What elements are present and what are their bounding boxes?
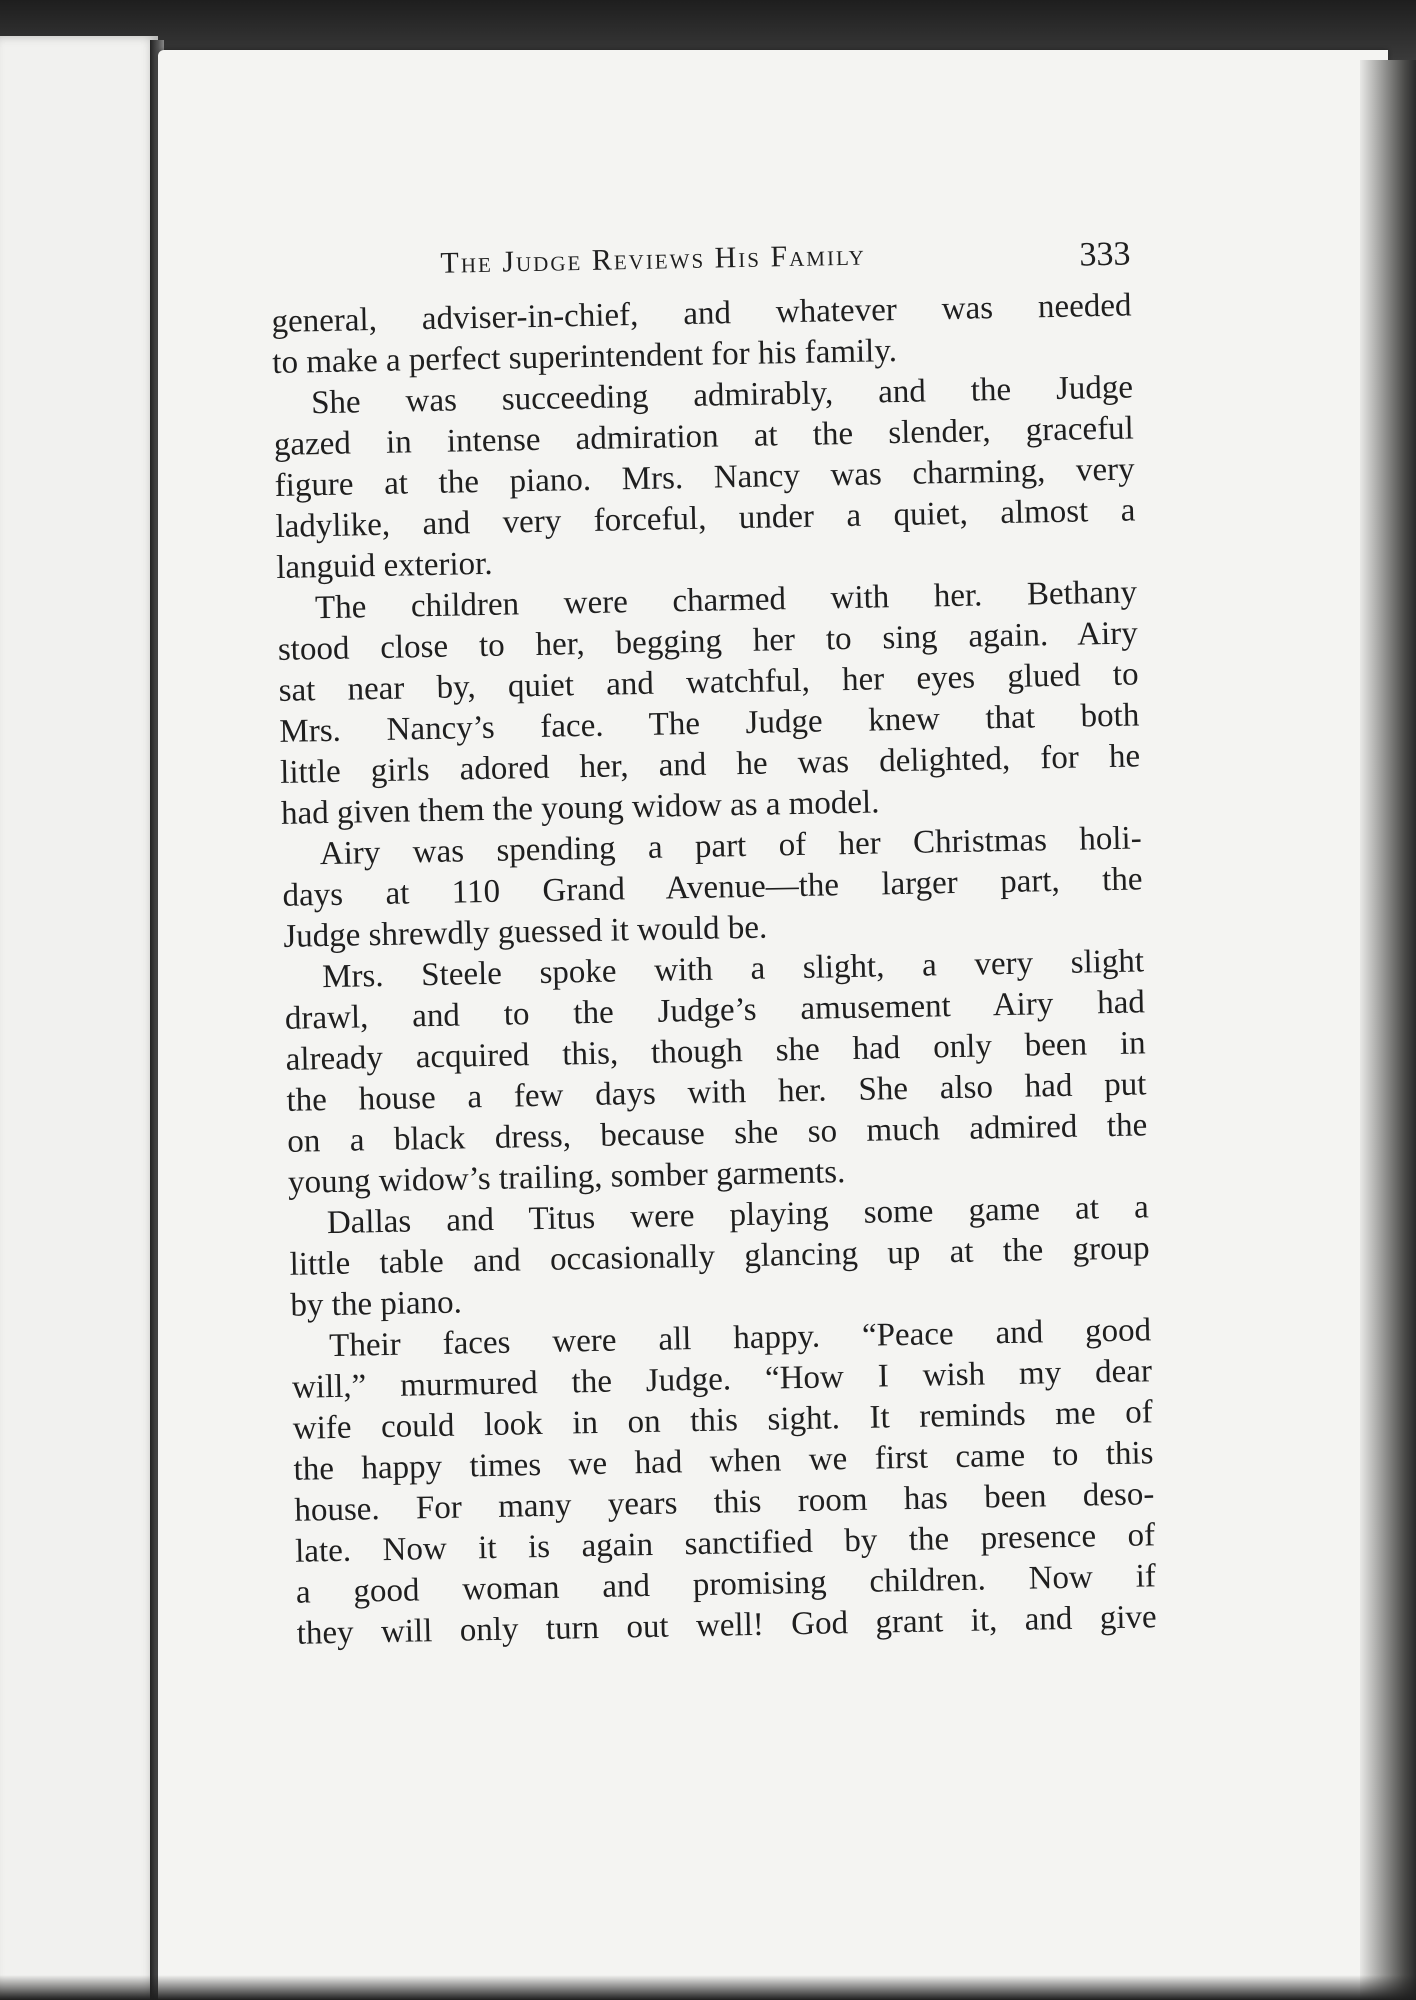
text-line: stood close to her, begging her to sing again. Airy	[277, 615, 1139, 668]
text-line: little girls adored her, and he was delighted, for he	[279, 738, 1141, 791]
body-text	[271, 285, 1157, 1654]
text-line: The children were charmed with her. Bethany	[314, 574, 1138, 627]
text-line: wife could look in on this sight. It reminds me of	[292, 1394, 1154, 1447]
text-line: little table and occasionally glancing up at the group	[289, 1230, 1150, 1283]
text-line: ladylike, and very forceful, under a quiet, almost a	[275, 492, 1136, 545]
text-line: sat near by, quiet and watchful, her eyes glued to	[278, 656, 1139, 709]
text-line: languid exterior.	[275, 545, 493, 586]
text-line: Judge shrewdly guessed it would be.	[283, 909, 768, 955]
text-line: already acquired this, though she had only been in	[285, 1025, 1146, 1078]
text-line: Their faces were all happy. “Peace and good	[328, 1312, 1152, 1365]
text-line: figure at the piano. Mrs. Nancy was charming, very	[274, 451, 1135, 504]
page-number: 333	[1079, 235, 1131, 274]
text-line: Dallas and Titus were playing some game at a	[326, 1189, 1150, 1242]
text-line: on a black dress, because she so much admired the	[286, 1107, 1148, 1160]
text-line: gazed in intense admiration at the slender, graceful	[273, 410, 1135, 463]
text-line: to make a perfect superintendent for his family.	[272, 332, 898, 381]
text-line: they will only turn out well! God grant it, and give	[296, 1599, 1157, 1652]
text-line: young widow’s trailing, somber garments.	[287, 1154, 846, 1201]
page-fore-edge	[1360, 60, 1416, 2000]
text-line: late. Now it is again sanctified by the presence of	[294, 1517, 1156, 1570]
text-line: Mrs. Nancy’s face. The Judge knew that both	[279, 697, 1140, 750]
text-line: by the piano.	[290, 1284, 463, 1324]
text-line: She was succeeding admirably, and the Judge	[310, 369, 1134, 422]
text-line: will,” murmured the Judge. “How I wish my dear	[291, 1353, 1153, 1406]
text-line: house. For many years this room has been deso-	[294, 1476, 1155, 1529]
running-head: The Judge Reviews His Family	[440, 238, 867, 280]
page-text-block	[270, 223, 1157, 1654]
text-line: a good woman and promising children. Now if	[295, 1558, 1157, 1611]
text-line: the house a few days with her. She also had put	[286, 1066, 1147, 1119]
text-line: general, adviser-in-chief, and whatever was needed	[271, 287, 1132, 340]
text-line: days at 110 Grand Avenue—the larger part, the	[282, 861, 1143, 914]
text-line: had given them the young widow as a model.	[280, 784, 880, 832]
facing-page-edge	[0, 36, 158, 2000]
text-line: the happy times we had when we first came to this	[293, 1435, 1154, 1488]
text-line: Airy was spending a part of her Christmas holi-	[319, 820, 1142, 873]
scan-bottom-shadow	[0, 1975, 1416, 2000]
text-line: Mrs. Steele spoke with a slight, a very slight	[321, 943, 1145, 996]
text-line: drawl, and to the Judge’s amusement Airy had	[284, 984, 1146, 1037]
